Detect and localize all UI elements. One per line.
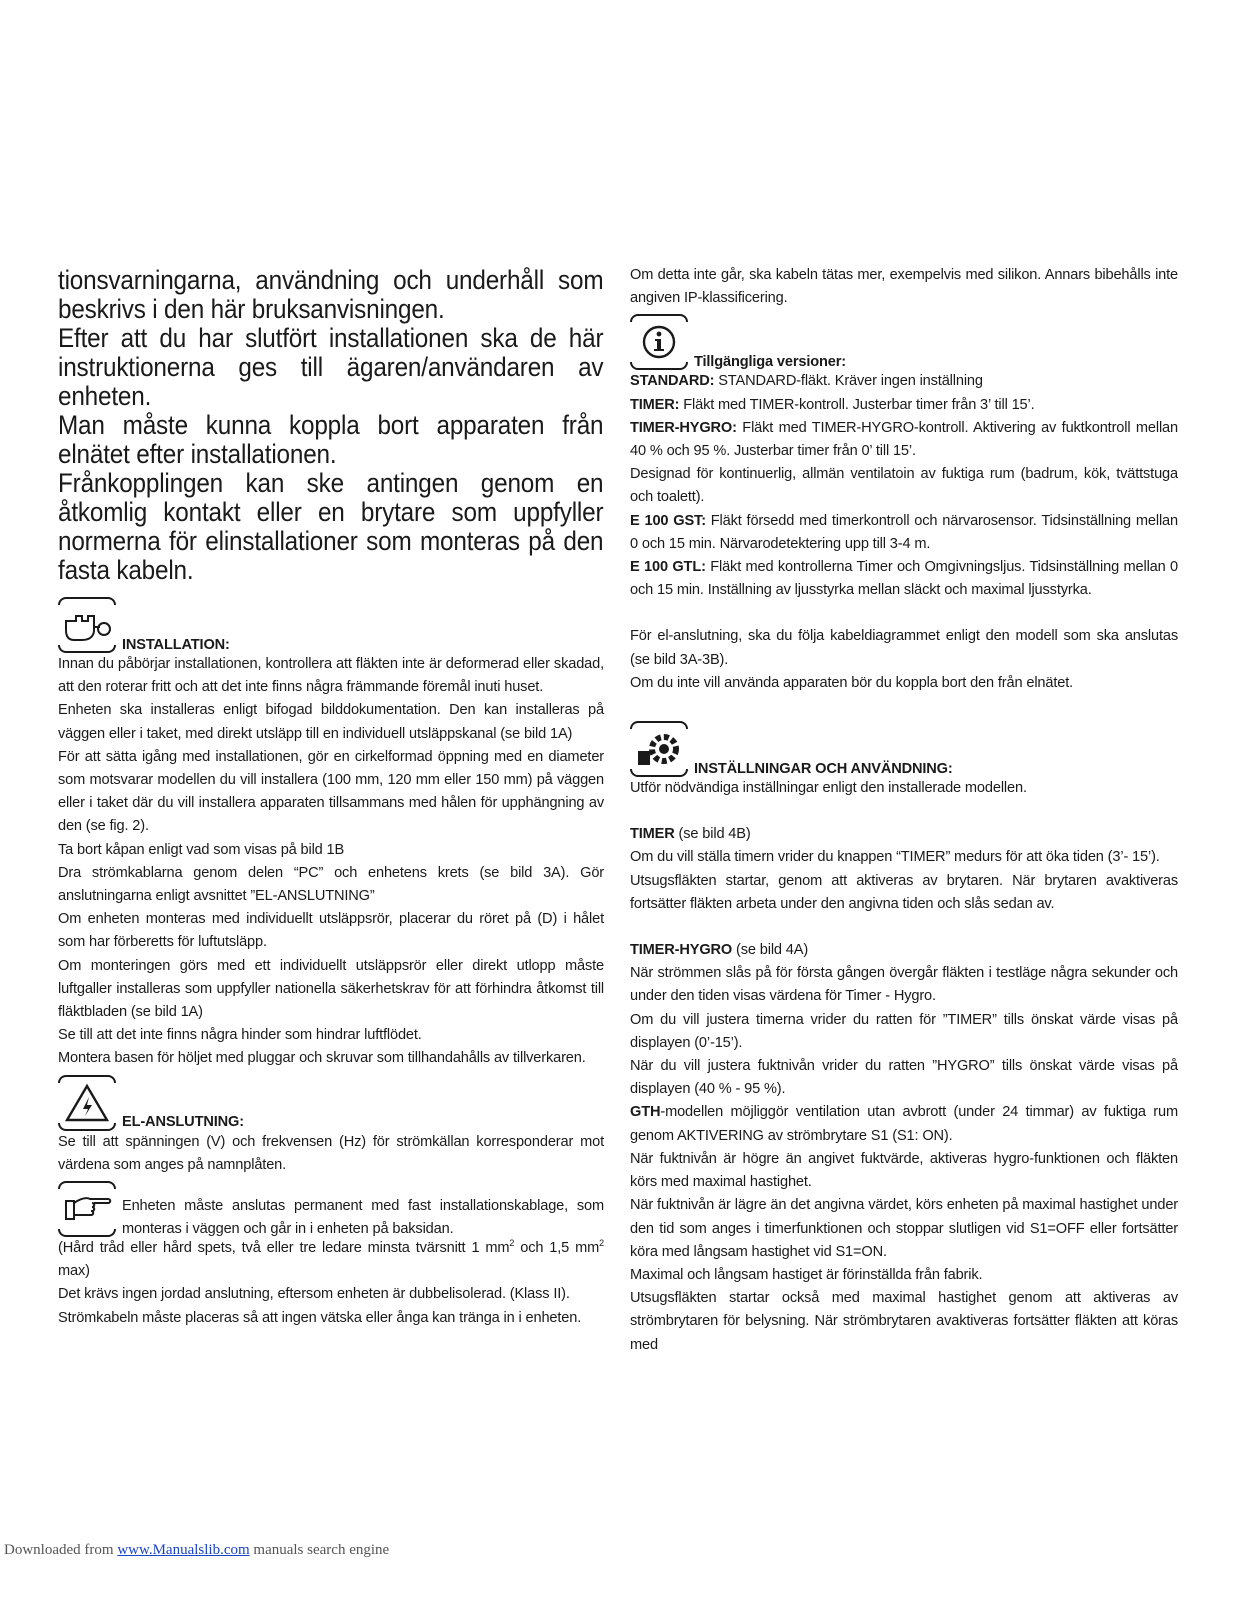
el-paragraph: Se till att spänningen (V) och frekvensen (Hz) för strömkällan korresponderar mot värdena som anges på namnplåten. [58,1133,604,1173]
hygro-paragraph: När fuktnivån är lägre än det angivna värdet, körs enheten på maximal hastighet under den tid som anges i timerfunktionen och stoppar slutligen vid S1=OFF eller fortsätter köra med långsam hastighet vid S1=ON. [630,1197,1178,1260]
hygro-paragraph: När strömmen slås på för första gången övergår fläkten i testläge några sekunder och under den tiden visas värdena för Timer - Hygro. [630,965,1178,1005]
installation-heading: INSTALLATION: [122,636,230,653]
note-wire-b: och 1,5 mm [514,1240,600,1257]
installation-paragraph: Enheten ska installeras enligt bifogad bilddokumentation. Den kan installeras på väggen eller i taket, med direkt utsläpp till en individuell utsläppskanal (se bild 1A) [58,702,604,742]
note-paragraph: Strömkabeln måste placeras så att ingen vätska eller ånga kan tränga in i enheten. [58,1309,582,1326]
version-label: E 100 GST: [630,512,706,529]
note-wire-a: (Hård tråd eller hård spets, två eller tre ledare minsta tvärsnitt 1 mm [58,1240,510,1257]
version-label: STANDARD: [630,373,715,390]
version-text: STANDARD-fläkt. Kräver ingen inställning [714,373,983,390]
gth-paragraph [630,1101,1178,1147]
timer-paragraph: Om du vill ställa timern vrider du knappen “TIMER” medurs för att öka tiden (3’- 15’). [630,849,1160,866]
manualslib-link[interactable]: www.Manualslib.com [117,1542,250,1558]
right-top-paragraph: Om detta inte går, ska kabeln tätas mer, exempelvis med silikon. Annars bibehålls inte angiven IP-klassificering. [630,267,1178,307]
installation-paragraph: För att sätta igång med installationen, gör en cirkelformad öppning med en diameter som motsvarar modellen du vill installera (100 mm, 120 mm eller 150 mm) på väggen eller i taket där du vill installera apparaten tillsammans med hålen för upphängning av den (se fig. 2). [58,748,604,835]
note-header [58,1181,604,1237]
wrench-hand-icon [58,597,114,653]
el-header [58,1075,604,1131]
intro-paragraph: Efter att du har slutfört installationen ska de här instruktionerna ges till ägaren/användaren av enheten. [58,323,604,411]
version-item [630,463,1178,509]
note-wire-c: max) [58,1263,90,1280]
connection-paragraph: Om du inte vill använda apparaten bör du koppla bort den från elnätet. [630,674,1074,691]
installation-paragraph: Ta bort kåpan enligt vad som visas på bild 1B [58,841,345,858]
hygro-paragraph: Maximal och långsam hastiget är förinställda från fabrik. [630,1266,983,1283]
gth-label: GTH [630,1104,661,1121]
el-heading: EL-ANSLUTNING: [122,1114,244,1131]
versions-heading: Tillgängliga versioner: [694,354,846,371]
installation-header [58,597,604,653]
version-item [630,556,1178,602]
electric-warning-icon [58,1075,114,1131]
hygro-title [630,939,1178,962]
timer-label: TIMER [630,826,675,843]
version-label: TIMER-HYGRO: [630,419,737,436]
version-text: Fläkt med kontrollerna Timer och Omgivningsljus. Tidsinställning mellan 0 och 15 min. Inställning av ljusstyrka mellan släckt och maximal ljusstyrka. [630,559,1179,599]
gear-hand-icon [630,721,686,777]
version-text: Designad för kontinuerlig, allmän ventilatoin av fuktiga rum (badrum, kök, tvättstuga och toalett). [630,466,1178,506]
hygro-paragraph: Utsugsfläkten startar också med maximal hastighet genom att aktiveras av strömbrytaren för belysning. När strömbrytaren avaktiveras fortsätter fläkten att köras med [630,1290,1178,1353]
installation-paragraph: Om monteringen görs med ett individuellt utsläppsrör eller direkt utlopp måste luftgaller installeras som uppfyller nationella säkerhetskrav för att förhindra åtkomst till fläktbladen (se bild 1A) [58,957,604,1021]
note-wire-sup2: 2 [599,1238,604,1249]
intro-paragraph: Man måste kunna koppla bort apparaten från elnätet efter installationen. [58,410,604,469]
settings-header [630,721,1178,777]
installation-paragraph: Dra strömkablarna genom delen “PC” och enhetens krets (se bild 3A). Gör anslutningarna enligt avsnittet ”EL-ANSLUTNING” [58,864,604,905]
settings-intro: Utför nödvändiga inställningar enligt den installerade modellen. [630,780,1027,797]
intro-paragraph: tionsvarningarna, användning och underhåll som beskrivs i den här bruksanvisningen. [58,265,604,324]
version-text: Fläkt med TIMER-kontroll. Justerbar timer från 3’ till 15’. [679,396,1035,413]
installation-paragraph: Montera basen för höljet med pluggar och skruvar som tillhandahålls av tillverkaren. [58,1050,586,1067]
connection-paragraph: För el-anslutning, ska du följa kabeldiagrammet enligt den modell som ska anslutas (se bild 3A-3B). [630,628,1178,668]
settings-heading: INSTÄLLNINGAR OCH ANVÄNDNING: [694,760,953,777]
timer-ref: (se bild 4B) [674,826,751,843]
version-item [630,510,1178,556]
version-item [630,394,1178,417]
note-wire [58,1237,604,1283]
version-item [630,370,1178,393]
hygro-paragraph: När du vill justera fuktnivån vrider du ratten ”HYGRO” tills önskat värde visas på displayen (40 % - 95 %). [630,1058,1178,1098]
footer-suffix: manuals search engine [249,1542,390,1558]
gth-text: -modellen möjliggör ventilation utan avbrott (under 24 timmar) av fuktiga rum genom AKTIVERING av strömbrytare S1 (S1: ON). [630,1104,1178,1144]
intro-text [58,266,603,585]
timer-title [630,823,1178,846]
version-item [630,417,1178,463]
intro-paragraph: Frånkopplingen kan ske antingen genom en åtkomlig kontakt eller en brytare som uppfyller normerna för elinstallationer som monteras på den fasta kabeln. [58,468,604,585]
download-footer [4,1542,389,1559]
note-wire-sup1: 2 [509,1238,515,1249]
footer-prefix: Downloaded from [4,1542,118,1558]
installation-paragraph: Innan du påbörjar installationen, kontrollera att fläkten inte är deformerad eller skadad, att den roterar fritt och att det inte finns några främmande föremål inuti huset. [58,656,604,696]
installation-paragraph: Se till att det inte finns några hinder som hindrar luftflödet. [58,1027,422,1044]
versions-header [630,314,1178,370]
note-paragraph: Det krävs ingen jordad anslutning, eftersom enheten är dubbelisolerad. (Klass II). [58,1286,570,1303]
left-column [58,266,604,1330]
hygro-ref: (se bild 4A) [732,942,809,959]
version-label: E 100 GTL: [630,559,706,576]
info-icon [630,314,686,370]
version-label: TIMER: [630,396,680,413]
right-column [630,264,1178,1357]
hygro-label: TIMER-HYGRO [630,942,733,959]
hygro-paragraph: Om du vill justera timerna vrider du ratten för ”TIMER” tills önskat värde visas på displayen (0’-15’). [630,1011,1178,1051]
version-text: Fläkt försedd med timerkontroll och närvarosensor. Tidsinställning mellan 0 och 15 min. Närvarodetektering upp till 3-4 m. [630,512,1178,552]
pointing-hand-icon [58,1181,114,1237]
installation-paragraph: Om enheten monteras med individuellt utsläppsrör, placerar du röret på (D) i hålet som har förberetts för luftutsläpp. [58,911,604,951]
version-text: Fläkt med TIMER-HYGRO-kontroll. Aktivering av fuktkontroll mellan 40 % och 95 %. Justerbar timer från 0’ till 15’. [630,419,1178,460]
note-first: Enheten måste anslutas permanent med fast installationskablage, som monteras i väggen och går in i enheten på baksidan. [122,1197,604,1237]
hygro-paragraph: När fuktnivån är högre än angivet fuktvärde, aktiveras hygro-funktionen och fläkten körs med maximal hastighet. [630,1150,1178,1191]
timer-paragraph: Utsugsfläkten startar, genom att aktiveras av brytaren. När brytaren avaktiveras fortsätter fläkten arbeta under den angivna tiden och slås sedan av. [630,872,1178,912]
